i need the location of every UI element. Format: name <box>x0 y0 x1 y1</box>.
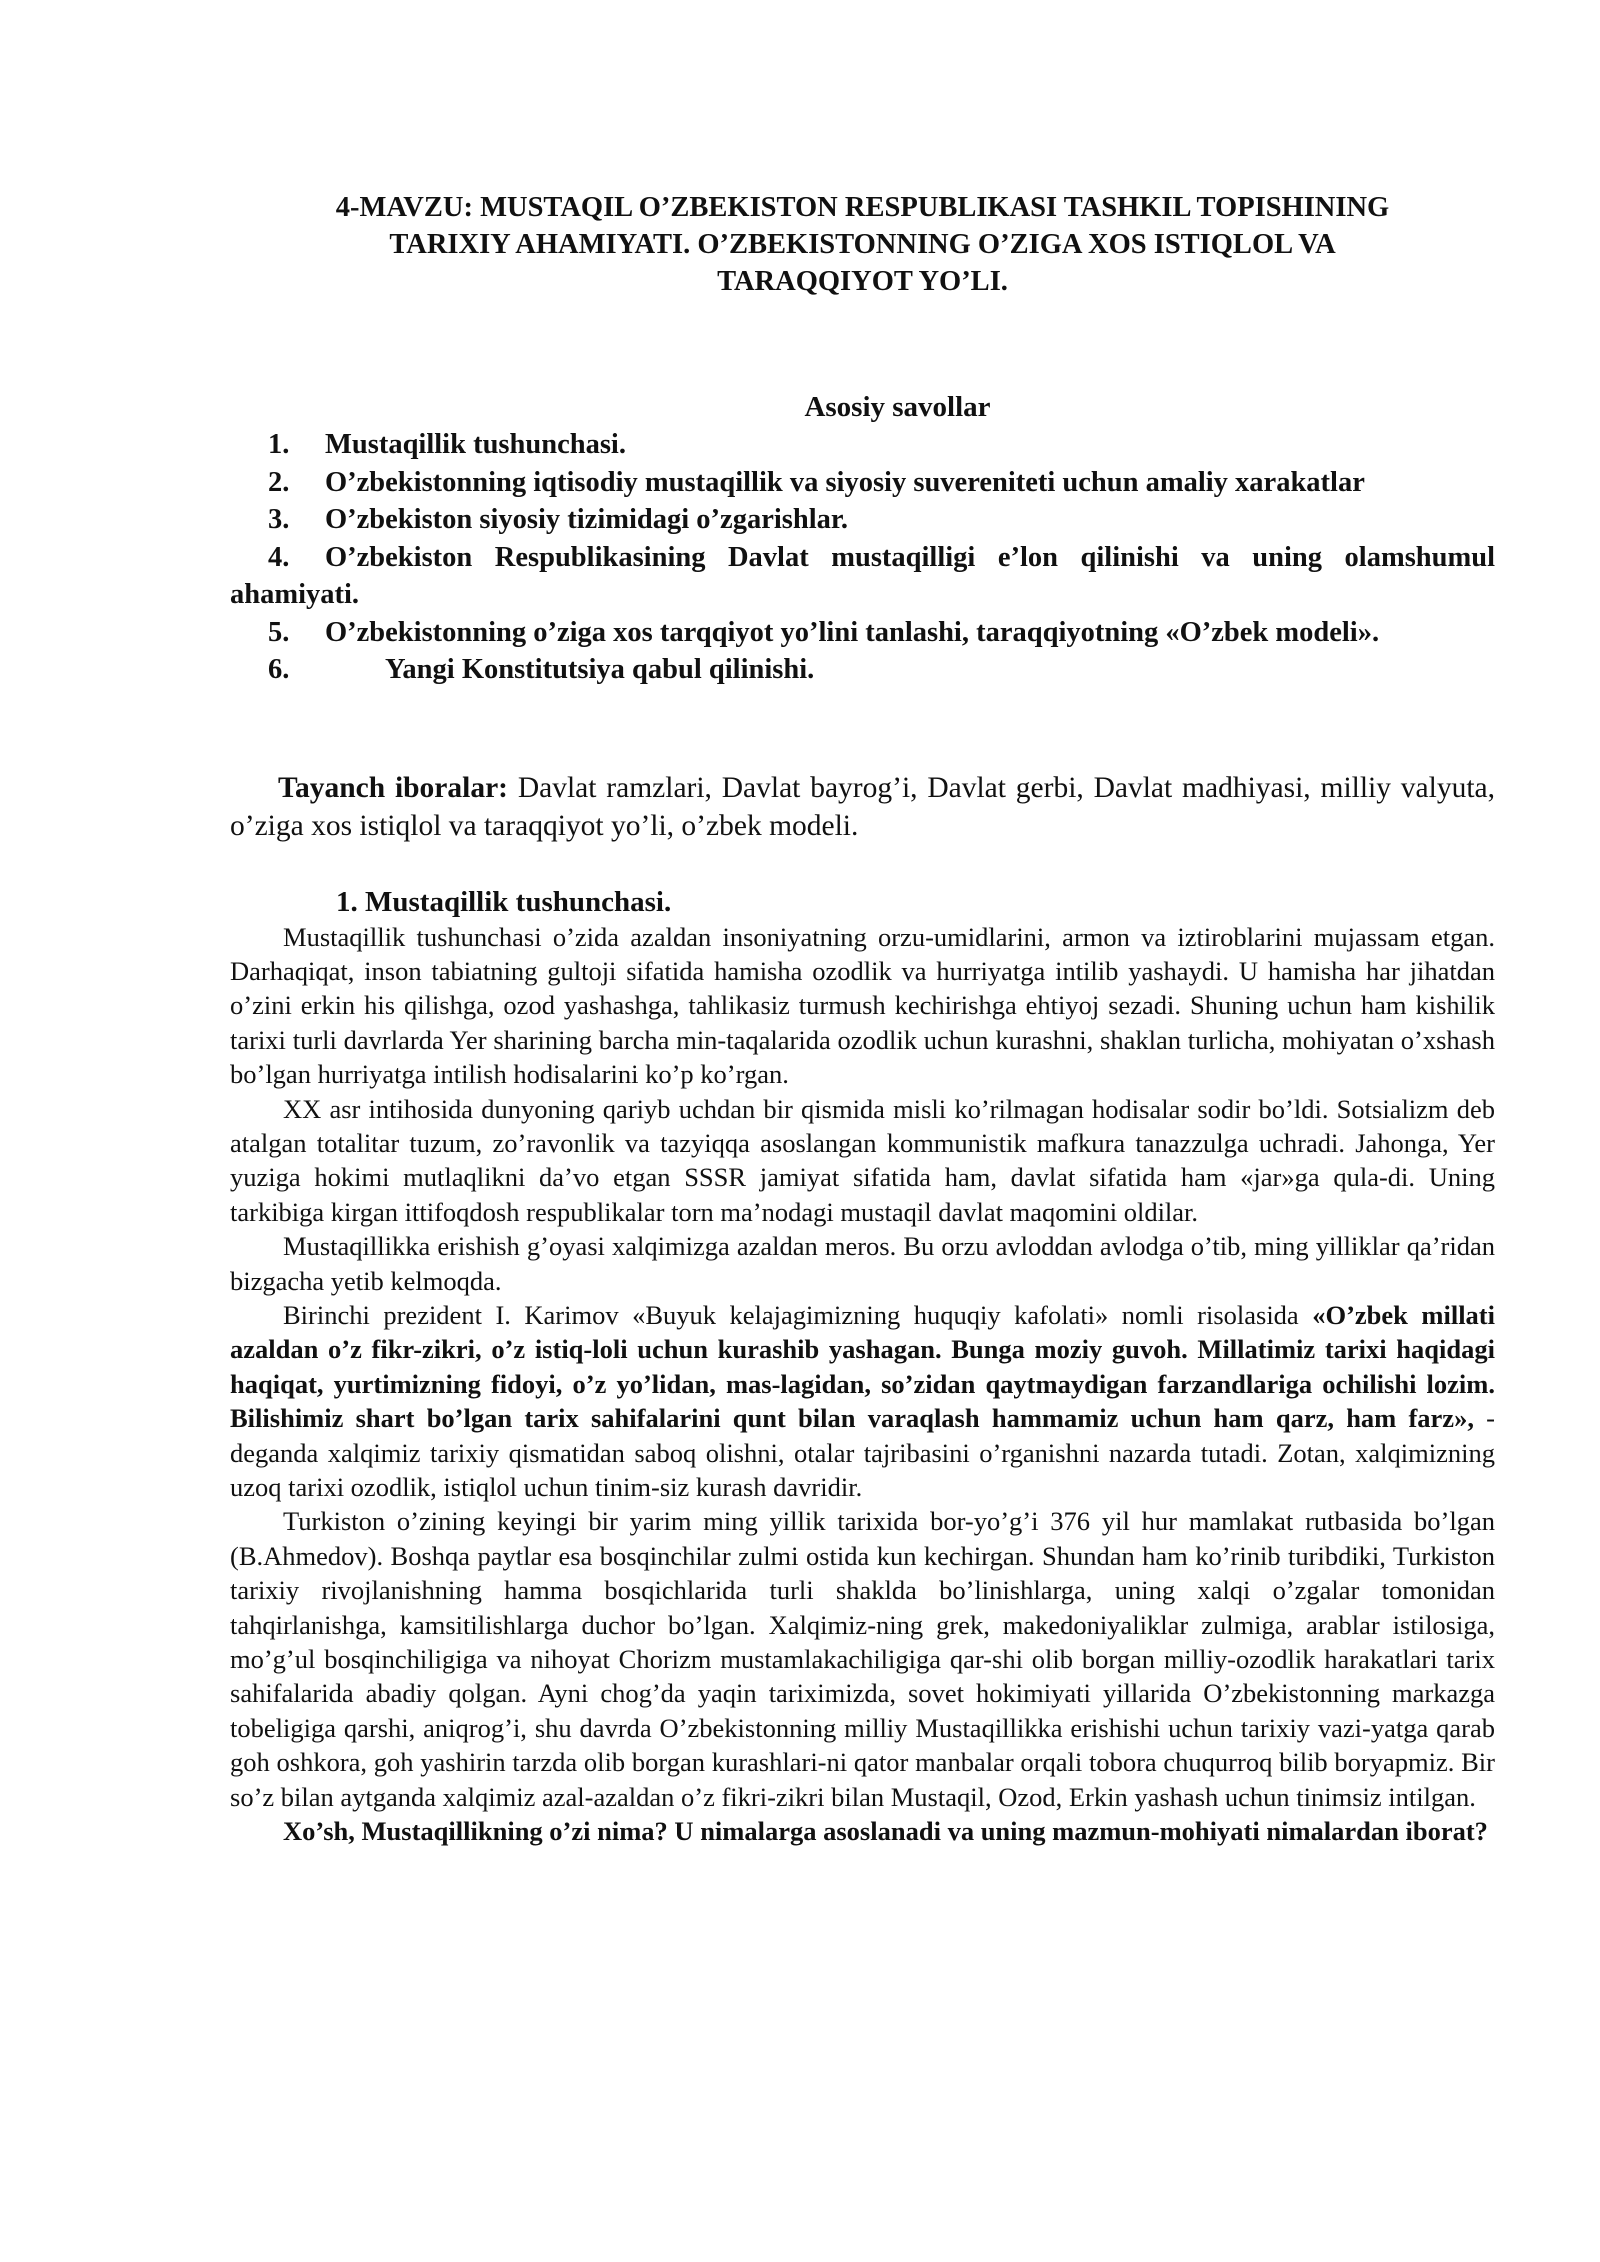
question-text: O’zbekistonning o’ziga xos tarqqiyot yo’lini tanlashi, taraqqiyotning «O’zbek modeli». <box>325 616 1380 648</box>
question-number: 3. <box>268 504 290 535</box>
paragraph-text: Birinchi prezident I. Karimov «Buyuk kelajagimizning huquqiy kafolati» nomli risolasida <box>283 1299 1313 1330</box>
question-item <box>230 501 1495 539</box>
question-item <box>230 539 1495 614</box>
key-phrases <box>230 769 1495 845</box>
document-page <box>230 0 1495 1848</box>
question-item <box>230 464 1495 502</box>
president-quote: «O’zbek millati azaldan o’z fikr-zikri, o’z istiq-loli uchun kurashib yashagan. Bunga moziy guvoh. Millatimiz tarixi haqidagi haqiqat, yurtimizning fidoyi, o’z yo’lidan, mas-lagidan, so’zidan qaytmaydigan farzandlariga ochilishi lozim. Bilishimiz shart bo’lgan tarix sahifalarini qunt bilan varaqlash hammamiz uchun ham qarz, ham farz», <box>230 1299 1495 1434</box>
question-paragraph: Xo’sh, Mustaqillikning o’zi nima? U nimalarga asoslanadi va uning mazmun-mohiyati nimalardan iborat? <box>283 1816 1488 1847</box>
questions-heading: Asosiy savollar <box>804 391 991 423</box>
key-phrases-text: Davlat ramzlari, Davlat bayrog’i, Davlat gerbi, Davlat madhiyasi, milliy valyuta, o’ziga xos istiqlol va taraqqiyot yo’li, o’zbek modeli. <box>230 771 1495 842</box>
paragraph: Mustaqillik tushunchasi o’zida azaldan insoniyatning orzu-umidlarini, armon va iztiroblarini mujassam etgan. Darhaqiqat, inson tabiatning gultoji sifatida hamisha ozodlik va hurriyatga intilib yashaydi. U hamisha har jihatdan o’zini erkin his qilishga, ozod yashashga, tahlikasiz turmush kechirishga ehtiyoj sezadi. Shuning uchun ham kishilik tarixi turli davrlarda Yer sharining barcha min-taqalarida ozodlik uchun kurashni, shaklan turlicha, mohiyatan o’xshash bo’lgan hurriyatga intilish hodisalarini ko’p ko’rgan. <box>230 921 1495 1090</box>
question-number: 2. <box>268 466 290 498</box>
question-number: 5. <box>268 616 290 648</box>
question-number: 4. <box>268 541 290 573</box>
question-item <box>230 651 1495 689</box>
key-phrases-label: Tayanch iboralar: <box>278 771 509 804</box>
question-text: Mustaqillik tushunchasi. <box>325 429 626 460</box>
question-item <box>230 614 1495 652</box>
title-line: TARAQQIYOT YO’LI. <box>717 266 1008 297</box>
paragraph: Mustaqillikka erishish g’oyasi xalqimizga azaldan meros. Bu orzu avloddan avlodga o’tib, ming yilliklar qa’ridan bizgacha yetib kelmoqda. <box>230 1231 1495 1296</box>
question-text: O’zbekiston Respublikasining Davlat mustaqilligi e’lon qilinishi va uning olamshumul ahamiyati. <box>230 541 1495 610</box>
title-line: TARIXIY AHAMIYATI. O’ZBEKISTONNING O’ZIGA XOS ISTIQLOL VA <box>389 229 1336 260</box>
document-title <box>230 189 1495 300</box>
paragraph-text: - deganda xalqimiz tarixiy qismatidan saboq olishni, otalar tajribasini o’rganishni nazarda tutadi. Zotan, xalqimizning uzoq tarixi ozodlik, istiqlol uchun tinim-siz kurash davridir. <box>230 1403 1495 1502</box>
paragraph: Turkiston o’zining keyingi bir yarim ming yillik tarixida bor-yo’g’i 376 yil hur mamlakat rutbasida bo’lgan (B.Ahmedov). Boshqa paytlar esa bosqinchilar zulmi ostida kun kechirgan. Shundan ham ko’rinib turibdiki, Turkiston tarixiy rivojlanishning hamma bosqichlarida turli shaklda bo’linishlarga, uning xalqi o’zgalar tomonidan tahqirlanishga, kamsitilishlarga duchor bo’lgan. Xalqimiz-ning grek, makedoniyaliklar zulmiga, arablar istilosiga, mo’g’ul bosqinchiligiga va nihoyat Chorizm mustamlakachiligiga qar-shi olib borgan milliy-ozodlik harakatlari tarix sahifalarida abadiy qolgan. Ayni chog’da yaqin tariximizda, sovet hokimiyati yillarida O’zbekistonning markazga tobeligiga qarshi, aniqrog’i, shu davrda O’zbekistonning milliy Mustaqillikka erishishi uchun tarixiy vazi-yatga qarab goh oshkora, goh yashirin tarzda olib borgan kurashlari-ni qator manbalar orqali tobora chuqurroq bilib boryapmiz. Bir so’z bilan aytganda xalqimiz azal-azaldan o’z fikri-zikri bilan Mustaqil, Ozod, Erkin yashash uchun tinimsiz intilgan. <box>230 1506 1495 1812</box>
section-heading: 1. Mustaqillik tushunchasi. <box>336 885 672 918</box>
question-text: O’zbekiston siyosiy tizimidagi o’zgarishlar. <box>325 504 849 535</box>
question-item <box>230 426 1495 464</box>
question-number: 1. <box>268 429 290 460</box>
question-text: O’zbekistonning iqtisodiy mustaqillik va siyosiy suvereniteti uchun amaliy xarakatlar <box>325 466 1365 498</box>
questions-list <box>230 426 1495 689</box>
title-line: 4-MAVZU: MUSTAQIL O’ZBEKISTON RESPUBLIKASI TASHKIL TOPISHINING <box>335 192 1390 223</box>
question-number: 6. <box>268 654 290 685</box>
paragraph: XX asr intihosida dunyoning qariyb uchdan bir qismida misli ko’rilmagan hodisalar sodir bo’ldi. Sotsializm deb atalgan totalitar tuzum, zo’ravonlik va tazyiqqa asoslangan kommunistik mafkura tanazzulga uchradi. Jahonga, Yer yuziga hokimi mutlaqlikni da’vo etgan SSSR jamiyat sifatida ham, davlat sifatida ham «jar»ga qula-di. Uning tarkibiga kirgan ittifoqdosh respublikalar torn ma’nodagi mustaqil davlat maqomini oldilar. <box>230 1093 1495 1227</box>
question-text: Yangi Konstitutsiya qabul qilinishi. <box>385 654 815 685</box>
paragraph <box>230 1298 1495 1504</box>
